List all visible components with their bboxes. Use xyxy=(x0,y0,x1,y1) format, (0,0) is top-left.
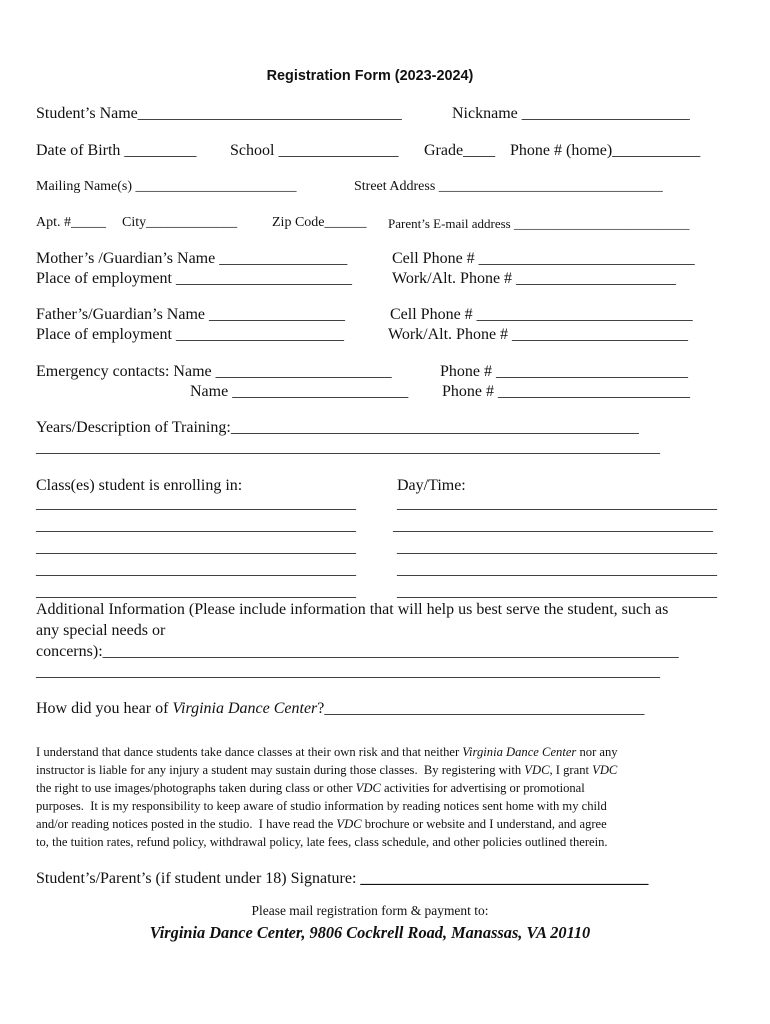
concerns-field[interactable]: concerns):________________________________________________________________________ xyxy=(36,643,679,660)
mail-note: Please mail registration form & payment to: xyxy=(251,904,489,919)
zip-code-field[interactable]: Zip Code______ xyxy=(272,215,367,230)
father-work-phone-field[interactable]: Work/Alt. Phone # ______________________ xyxy=(388,326,689,343)
daytime-line[interactable]: ________________________________________ xyxy=(397,495,717,512)
concerns-line[interactable]: ______________________________________________________________________________ xyxy=(36,663,660,680)
mother-employment-field[interactable]: Place of employment ______________________ xyxy=(36,270,352,287)
emergency-phone-2-field[interactable]: Phone # ________________________ xyxy=(442,383,690,400)
classes-label: Class(es) student is enrolling in: xyxy=(36,477,243,494)
grade-field[interactable]: Grade____ xyxy=(424,142,496,159)
father-employment-field[interactable]: Place of employment _____________________ xyxy=(36,326,344,343)
mailing-names-field[interactable]: Mailing Name(s) _______________________ xyxy=(36,179,297,194)
training-field[interactable]: Years/Description of Training:___________________________________________________ xyxy=(36,419,639,436)
additional-info-text: Additional Information (Please include information that will help us best serve the student, such as xyxy=(36,601,669,618)
studio-address: Virginia Dance Center, 9806 Cockrell Road, Manassas, VA 20110 xyxy=(149,923,591,942)
nickname-field[interactable]: Nickname _____________________ xyxy=(452,105,690,122)
emergency-name-2-field[interactable]: Name ______________________ xyxy=(190,383,409,400)
class-line[interactable]: ________________________________________ xyxy=(36,517,356,534)
class-line[interactable]: ________________________________________ xyxy=(36,583,356,600)
class-line[interactable]: ________________________________________ xyxy=(36,495,356,512)
street-address-field[interactable]: Street Address ________________________________ xyxy=(354,179,663,194)
disclaimer-line: the right to use images/photographs taken during class or other VDC activities for advertising or promotional xyxy=(36,781,585,795)
training-line[interactable]: ______________________________________________________________________________ xyxy=(36,439,660,456)
home-phone-field[interactable]: Phone # (home)___________ xyxy=(510,142,701,159)
disclaimer-line: instructor is liable for any injury a student may sustain during those classes. By registering with VDC, I grant VDC xyxy=(36,763,618,777)
disclaimer-line: and/or reading notices posted in the studio. I have read the VDC brochure or website and I understand, and agree xyxy=(36,817,607,831)
daytime-line[interactable]: ________________________________________ xyxy=(397,583,717,600)
how-did-you-hear-field[interactable]: How did you hear of Virginia Dance Center?________________________________________ xyxy=(36,700,645,717)
disclaimer-line: I understand that dance students take dance classes at their own risk and that neither Virginia Dance Center nor any xyxy=(36,745,618,759)
emergency-name-1-field[interactable]: Emergency contacts: Name ______________________ xyxy=(36,363,392,380)
form-title: Registration Form (2023-2024) xyxy=(266,67,474,84)
daytime-line[interactable]: ________________________________________ xyxy=(397,561,717,578)
emergency-phone-1-field[interactable]: Phone # ________________________ xyxy=(440,363,688,380)
disclaimer-line: purposes. It is my responsibility to keep aware of studio information by reading notices sent home with my child xyxy=(36,799,607,813)
class-line[interactable]: ________________________________________ xyxy=(36,561,356,578)
mother-work-phone-field[interactable]: Work/Alt. Phone # ____________________ xyxy=(392,270,677,287)
mother-name-field[interactable]: Mother’s /Guardian’s Name ________________ xyxy=(36,250,348,267)
disclaimer-line: to, the tuition rates, refund policy, withdrawal policy, late fees, class schedule, and other policies outlined therein. xyxy=(36,835,608,849)
class-line[interactable]: ________________________________________ xyxy=(36,539,356,556)
additional-info-text: any special needs or xyxy=(36,622,166,639)
students-name-field[interactable]: Student’s Name_________________________________ xyxy=(36,105,402,122)
apt-field[interactable]: Apt. #_____ xyxy=(36,215,106,230)
city-field[interactable]: City_____________ xyxy=(122,215,238,230)
signature-field[interactable]: Student’s/Parent’s (if student under 18) Signature: ____________________________________ xyxy=(36,870,649,887)
parent-email-field[interactable]: Parent’s E-mail address ___________________________ xyxy=(388,216,690,231)
school-field[interactable]: School _______________ xyxy=(230,142,399,159)
daytime-line[interactable]: ________________________________________ xyxy=(397,539,717,556)
date-of-birth-field[interactable]: Date of Birth _________ xyxy=(36,142,197,159)
father-cell-field[interactable]: Cell Phone # ___________________________ xyxy=(390,306,693,323)
daytime-label: Day/Time: xyxy=(397,477,466,494)
father-name-field[interactable]: Father’s/Guardian’s Name _________________ xyxy=(36,306,345,323)
mother-cell-field[interactable]: Cell Phone # ___________________________ xyxy=(392,250,695,267)
daytime-line[interactable]: ________________________________________ xyxy=(393,517,713,534)
